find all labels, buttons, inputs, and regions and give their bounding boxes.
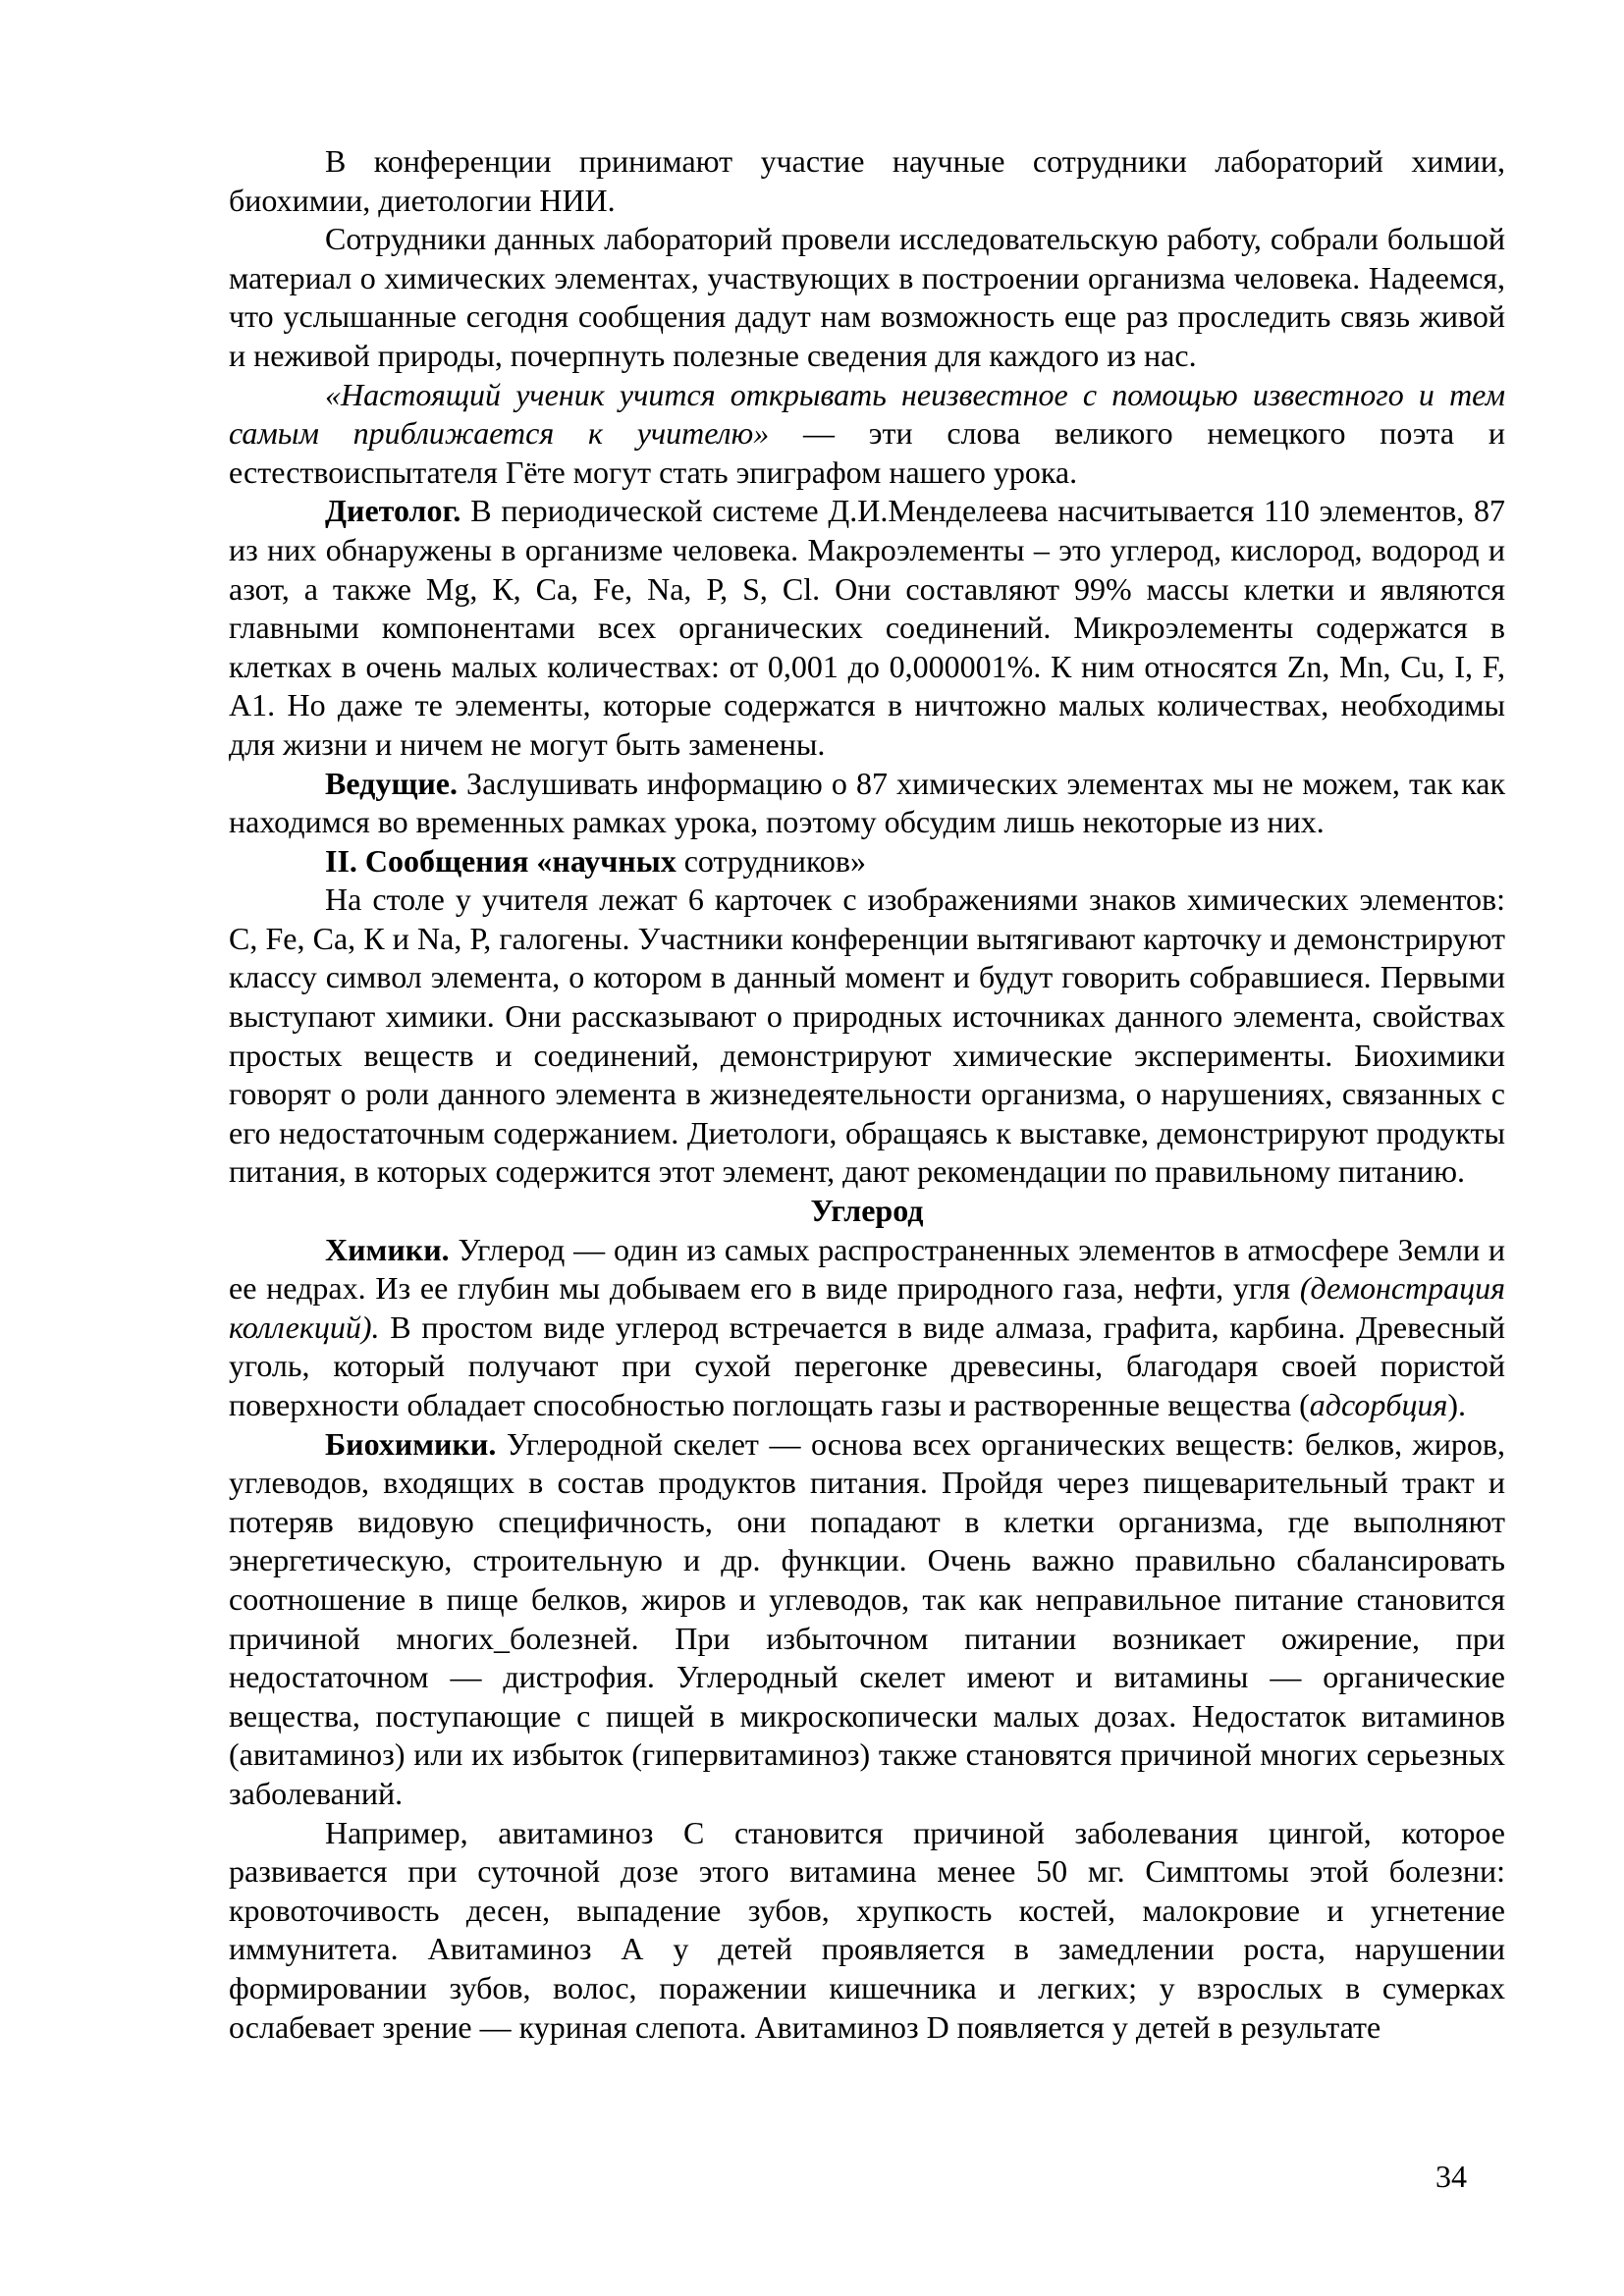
paragraph bbox=[229, 881, 1505, 1192]
paragraph bbox=[229, 765, 1505, 842]
text-run: Углерод — один из самых распространенных элементов в атмосфере Земли и ее недрах. Из ее глубин мы добываем его в виде природного газа, нефти, угля bbox=[229, 1231, 1505, 1307]
text-run: Углеродной скелет — основа всех органических веществ: белков, жиров, углеводов, входящих в состав продуктов питания. Пройдя через пищеварительный тракт и потеряв видовую специфичность, они попадают в клетки организма, где выполняют энергетическую, строительную и др. функции. Очень важно правильно сбалансировать соотношение в пище белков, жиров и углеводов, так как неправильное питание становится причиной многих_болезней. При избыточном питании возникает ожирение, при недостаточном — дистрофия. Углеродный скелет имеют и витамины — органические вещества, поступающие с пищей в микроскопически малых дозах. Недостаток витаминов (авитаминоз) или их избыток (гипервитаминоз) также становятся причиной многих серьезных заболеваний. bbox=[229, 1425, 1505, 1811]
section-heading bbox=[229, 1192, 1505, 1231]
text-run: В конференции принимают участие научные сотрудники лабораторий химии, биохимии, диетологии НИИ. bbox=[229, 143, 1505, 218]
text-run: Сотрудники данных лабораторий провели исследовательскую работу, собрали большой материал о химических элементах, участвующих в построении организма человека. Надеемся, что услышанные сегодня сообщения дадут нам возможность еще раз проследить связь живой и неживой природы, почерпнуть полезные сведения для каждого из нас. bbox=[229, 221, 1505, 373]
text-run: Углерод bbox=[810, 1193, 924, 1229]
paragraph bbox=[229, 1425, 1505, 1814]
page-number: 34 bbox=[1435, 2159, 1467, 2194]
paragraph bbox=[229, 376, 1505, 493]
text-run: адсорбция bbox=[1309, 1387, 1448, 1422]
text-run: Ведущие. bbox=[325, 765, 458, 801]
paragraph bbox=[229, 1231, 1505, 1425]
text-run: — эти слова великого немецкого поэта и естествоиспытателя Гёте могут стать эпиграфом нашего урока. bbox=[229, 415, 1506, 490]
text-run: Биохимики. bbox=[325, 1425, 497, 1462]
text-run: Заслушивать информацию о 87 химических элементах мы не можем, так как находимся во временных рамках урока, поэтому обсудим лишь некоторые из них. bbox=[229, 765, 1505, 840]
text-run: Диетолог. bbox=[325, 493, 461, 529]
paragraph bbox=[229, 1814, 1505, 2048]
text-run: Например, авитаминоз С становится причиной заболевания цингой, которое развивается при суточной дозе этого витамина менее 50 мг. Симптомы этой болезни: кровоточивость десен, выпадение зубов, хрупкость костей, малокровие и угнетение иммунитета. Авитаминоз А у детей проявляется в замедлении роста, нарушении формировании зубов, волос, поражении кишечника и легких; у взрослых в сумерках ослабевает зрение — куриная слепота. Авитаминоз D появляется у детей в результате bbox=[229, 1814, 1505, 2045]
text-run: В простом виде углерод встречается в виде алмаза, графита, карбина. Древесный уголь, который получают при сухой перегонке древесины, благодаря своей пористой поверхности обладает способностью поглощать газы и растворенные вещества ( bbox=[229, 1308, 1505, 1422]
text-run: На столе у учителя лежат 6 карточек с изображениями знаков химических элементов: С, Fe, Са, К и Na, Р, галогены. Участники конференции вытягивают карточку и демонстрируют классу символ элемента, о котором в данный момент и будут говорить собравшиеся. Первыми выступают химики. Они рассказывают о природных источниках данного элемента, свойствах простых веществ и соединений, демонстрируют химические эксперименты. Биохимики говорят о роли данного элемента в жизнедеятельности организма, о нарушениях, связанных с его недостаточным содержанием. Диетологи, обращаясь к выставке, демонстрируют продукты питания, в которых содержится этот элемент, дают рекомендации по правильному питанию. bbox=[229, 881, 1505, 1190]
text-run: сотрудников» bbox=[676, 842, 866, 879]
paragraph bbox=[229, 142, 1505, 220]
paragraph bbox=[229, 492, 1505, 764]
paragraph bbox=[229, 842, 1505, 881]
paragraph bbox=[229, 220, 1505, 375]
text-run: ). bbox=[1447, 1387, 1466, 1422]
text-run: (демонстрация коллекций). bbox=[229, 1270, 1505, 1345]
text-run: «Настоящий ученик учится открывать неизвестное с помощью известного и тем самым приближается к учителю» bbox=[229, 376, 1505, 452]
text-run: В периодической системе Д.И.Менделеева насчитывается 110 элементов, 87 из них обнаружены в организме человека. Макроэлементы – это углерод, кислород, водород и азот, а также Mg, К, Са, Fe, Na, Р, S, Cl. Они составляют 99% массы клетки и являются главными компонентами всех органических соединений. Микроэлементы содержатся в клетках в очень малых количествах: от 0,001 до 0,000001%. К ним относятся Zn, Mn, Cu, I, F, А1. Но даже те элементы, которые содержатся в ничтожно малых количествах, необходимы для жизни и ничем не могут быть заменены. bbox=[229, 493, 1505, 762]
text-run: II. Сообщения «научных bbox=[325, 842, 677, 879]
text-body bbox=[229, 142, 1505, 2047]
text-run: Химики. bbox=[325, 1231, 450, 1267]
